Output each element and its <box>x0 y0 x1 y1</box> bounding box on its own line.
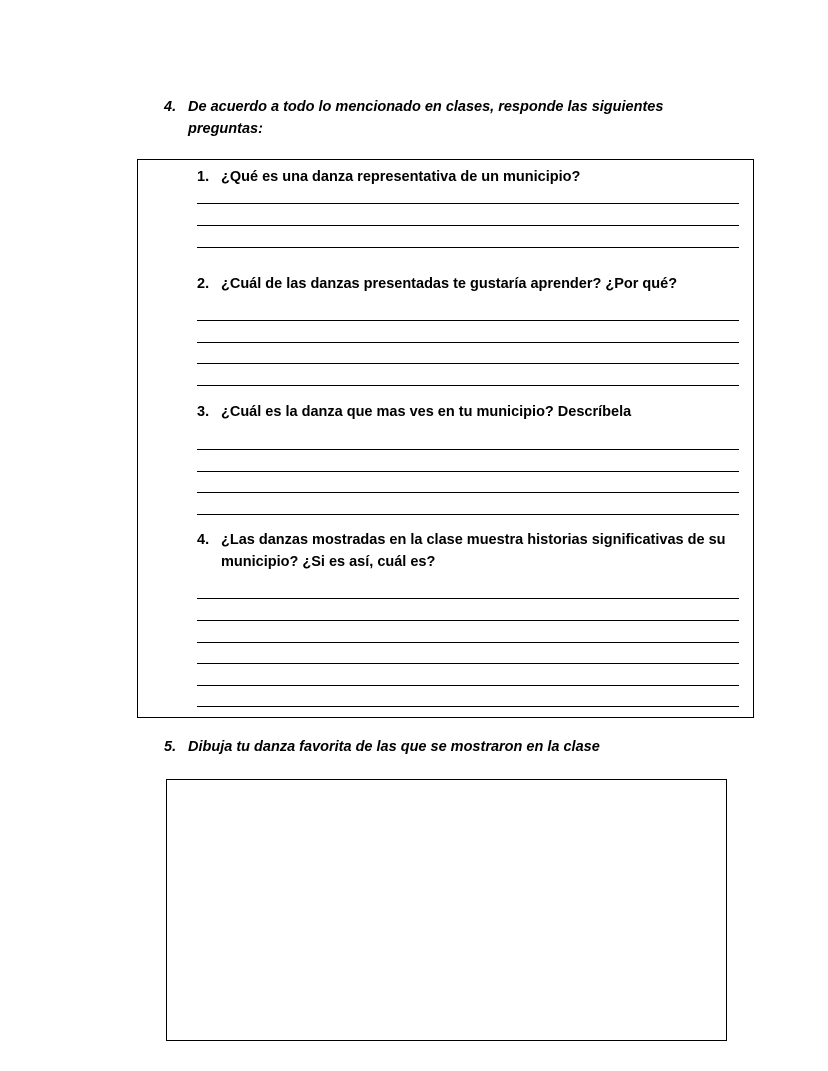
answer-line[interactable] <box>197 203 739 204</box>
answer-line[interactable] <box>197 620 739 621</box>
answer-line[interactable] <box>197 385 739 386</box>
section-4-text: De acuerdo a todo lo mencionado en clases, responde las siguientes preguntas: <box>188 99 664 137</box>
answer-line[interactable] <box>197 642 739 643</box>
section-5-text: Dibuja tu danza favorita de las que se mostraron en la clase <box>188 739 600 755</box>
answer-line[interactable] <box>197 320 739 321</box>
answer-line[interactable] <box>197 598 739 599</box>
answer-line[interactable] <box>197 225 739 226</box>
section-5-number: 5. <box>164 739 177 755</box>
question-2-text: ¿Cuál de las danzas presentadas te gustaría aprender? ¿Por qué? <box>221 276 678 292</box>
answer-line[interactable] <box>197 247 739 248</box>
drawing-box[interactable] <box>166 779 727 1041</box>
answer-line[interactable] <box>197 471 739 472</box>
questions-box <box>137 159 754 718</box>
answer-line[interactable] <box>197 514 739 515</box>
section-4-number: 4. <box>164 99 177 115</box>
answer-line[interactable] <box>197 685 739 686</box>
answer-line[interactable] <box>197 492 739 493</box>
question-3-text: ¿Cuál es la danza que mas ves en tu municipio? Descríbela <box>221 404 632 420</box>
answer-line[interactable] <box>197 363 739 364</box>
question-1-text: ¿Qué es una danza representativa de un municipio? <box>221 169 581 185</box>
question-2-number: 2. <box>197 276 210 292</box>
question-1-label <box>197 166 739 188</box>
answer-line[interactable] <box>197 342 739 343</box>
answer-line[interactable] <box>197 449 739 450</box>
question-4-text: ¿Las danzas mostradas en la clase muestra historias significativas de su municipio? ¿Si es así, cuál es? <box>221 532 726 570</box>
question-4-number: 4. <box>197 532 210 548</box>
question-1 <box>197 166 739 188</box>
section-5-heading <box>164 736 724 758</box>
answer-line[interactable] <box>197 663 739 664</box>
question-3-number: 3. <box>197 404 210 420</box>
section-4-heading <box>164 96 684 140</box>
question-4-label <box>197 529 739 573</box>
question-1-number: 1. <box>197 169 210 185</box>
question-3-label <box>197 401 739 423</box>
question-2-label <box>197 273 739 295</box>
question-3 <box>197 401 739 423</box>
question-4 <box>197 529 739 573</box>
question-2 <box>197 273 739 295</box>
answer-line[interactable] <box>197 706 739 707</box>
